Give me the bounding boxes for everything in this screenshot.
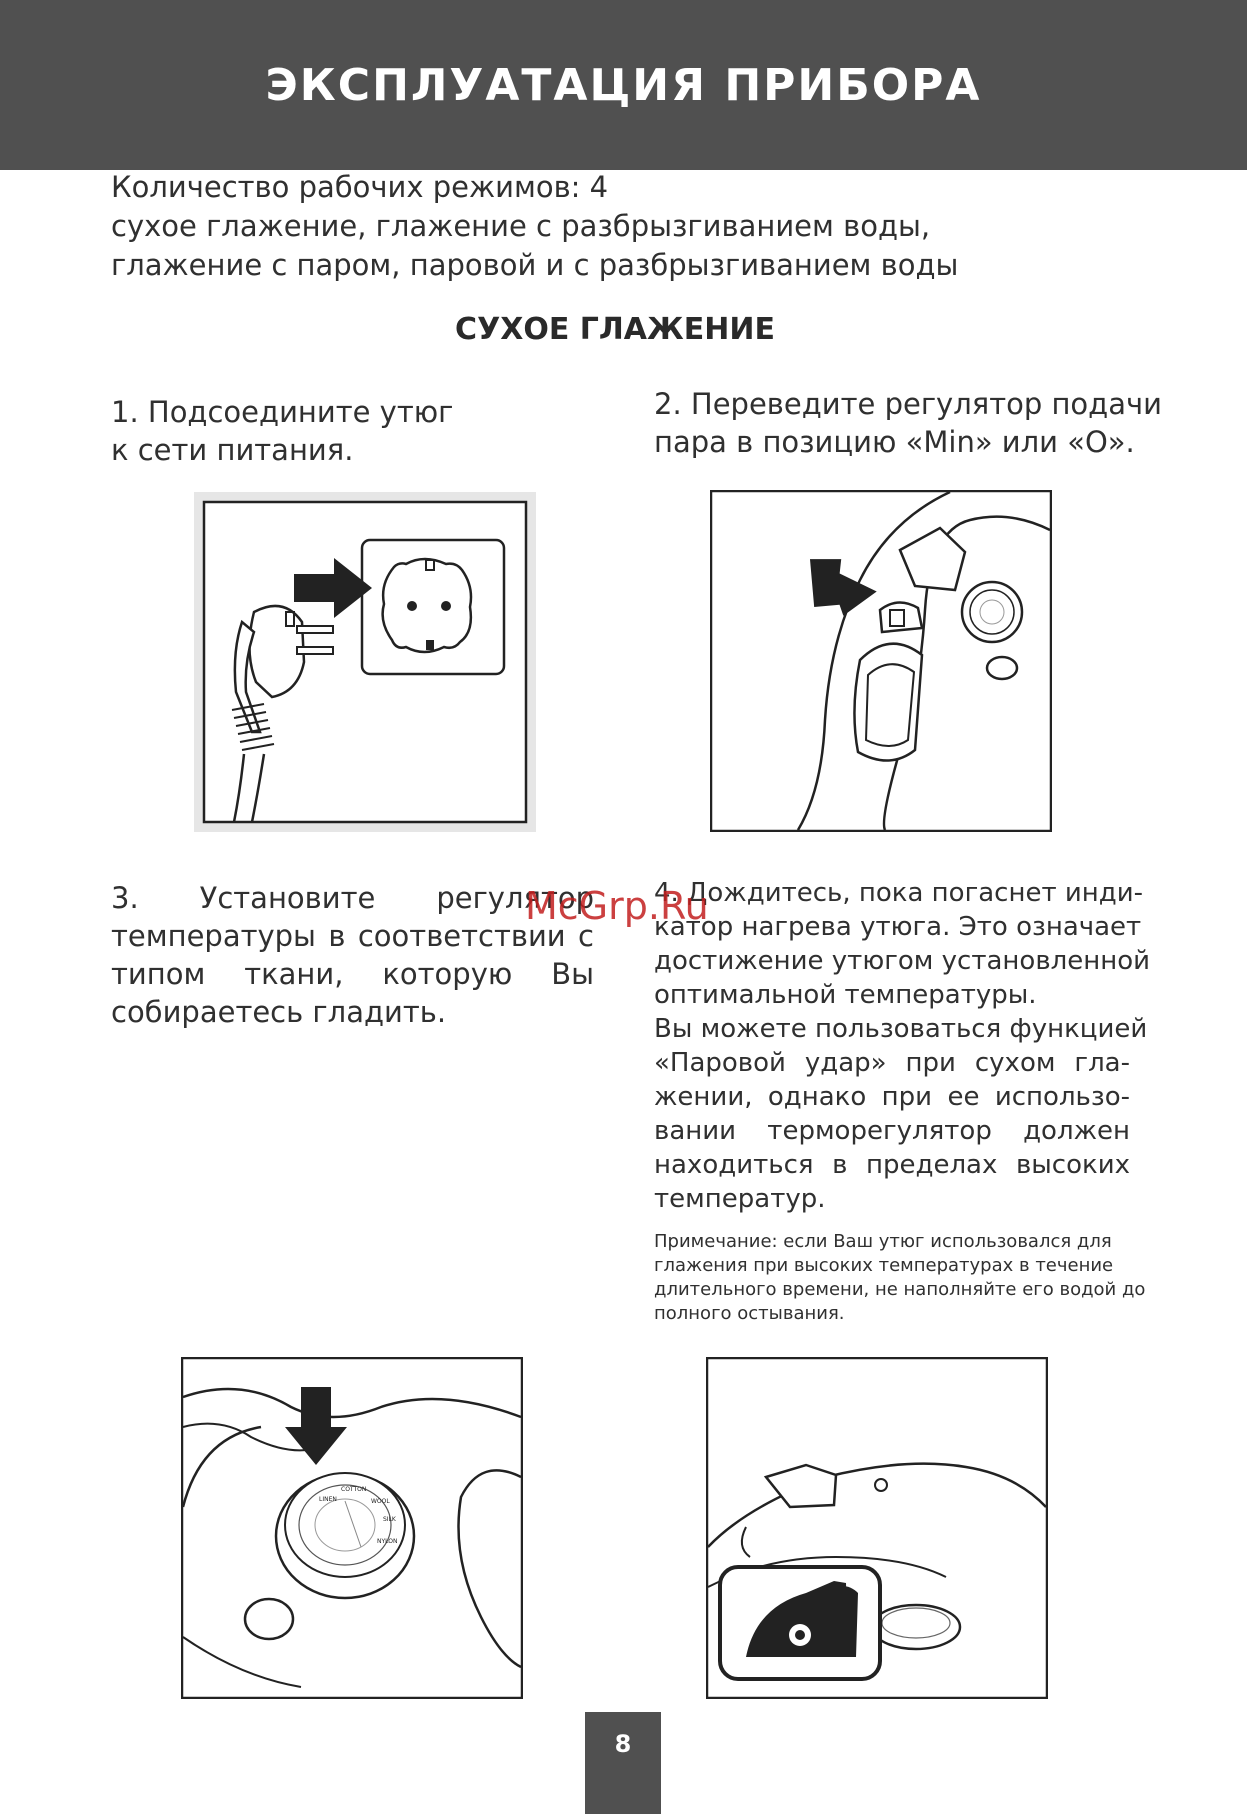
dial-label: COTTON bbox=[341, 1486, 367, 1493]
dial-label: WOOL bbox=[371, 1498, 390, 1505]
step-line: достижение утюгом установленной bbox=[654, 946, 1151, 976]
step-2-text bbox=[654, 385, 1162, 461]
step-line: катор нагрева утюга. Это означает bbox=[654, 912, 1142, 942]
page-number-text: 8 bbox=[614, 1730, 632, 1758]
note-line: Примечание: если Ваш утюг использовался для bbox=[654, 1231, 1112, 1252]
step-3-text bbox=[111, 879, 594, 1031]
step-line: собираетесь гладить. bbox=[111, 995, 447, 1029]
intro-line: Количество рабочих режимов: 4 bbox=[111, 170, 609, 204]
heat-indicator-illustration bbox=[706, 1357, 1048, 1699]
step-line: 3. Установите регулятор температуры в соответствии с типом ткани, которую Вы bbox=[111, 881, 594, 991]
note-line: длительного времени, не наполняйте его водой до bbox=[654, 1279, 1146, 1300]
step-line: 4. Дождитесь, пока погаснет инди- bbox=[654, 878, 1144, 908]
dial-label: NYLON bbox=[377, 1538, 398, 1545]
page-number bbox=[585, 1712, 661, 1814]
step-line: оптимальной температуры. bbox=[654, 980, 1037, 1010]
step-line: температур. bbox=[654, 1184, 826, 1214]
plug-socket-illustration bbox=[194, 492, 536, 832]
note-line: полного остывания. bbox=[654, 1303, 845, 1324]
intro-line: глажение с паром, паровой и с разбрызгиванием воды bbox=[111, 248, 959, 282]
section-title: СУХОЕ ГЛАЖЕНИЕ bbox=[455, 312, 775, 347]
step-line: 2. Переведите регулятор подачи bbox=[654, 387, 1162, 421]
step-4-text bbox=[654, 876, 1151, 1216]
steam-regulator-illustration bbox=[710, 490, 1052, 832]
page-title: ЭКСПЛУАТАЦИЯ ПРИБОРА bbox=[265, 59, 982, 111]
note-text bbox=[654, 1230, 1146, 1326]
intro-text bbox=[111, 168, 1131, 285]
step-line: 1. Подсоедините утюг bbox=[111, 395, 454, 429]
step-line: к сети питания. bbox=[111, 433, 354, 467]
dial-label: LINEN bbox=[319, 1496, 337, 1503]
intro-line: сухое глажение, глажение с разбрызгиванием воды, bbox=[111, 209, 931, 243]
temperature-dial-illustration bbox=[181, 1357, 523, 1699]
step-line: Вы можете пользоваться функцией bbox=[654, 1014, 1148, 1044]
step-1-text bbox=[111, 393, 571, 469]
note-line: глажения при высоких температурах в течение bbox=[654, 1255, 1114, 1276]
dial-label: SILK bbox=[383, 1516, 396, 1523]
step-line: «Паровой удар» при сухом гла- жении, однако при ее использо- вании терморегулятор должен находиться в пределах высоких bbox=[654, 1048, 1130, 1180]
step-line: пара в позицию «Min» или «O». bbox=[654, 425, 1135, 459]
watermark: McGrp.Ru bbox=[525, 884, 709, 928]
page-header bbox=[0, 0, 1247, 170]
